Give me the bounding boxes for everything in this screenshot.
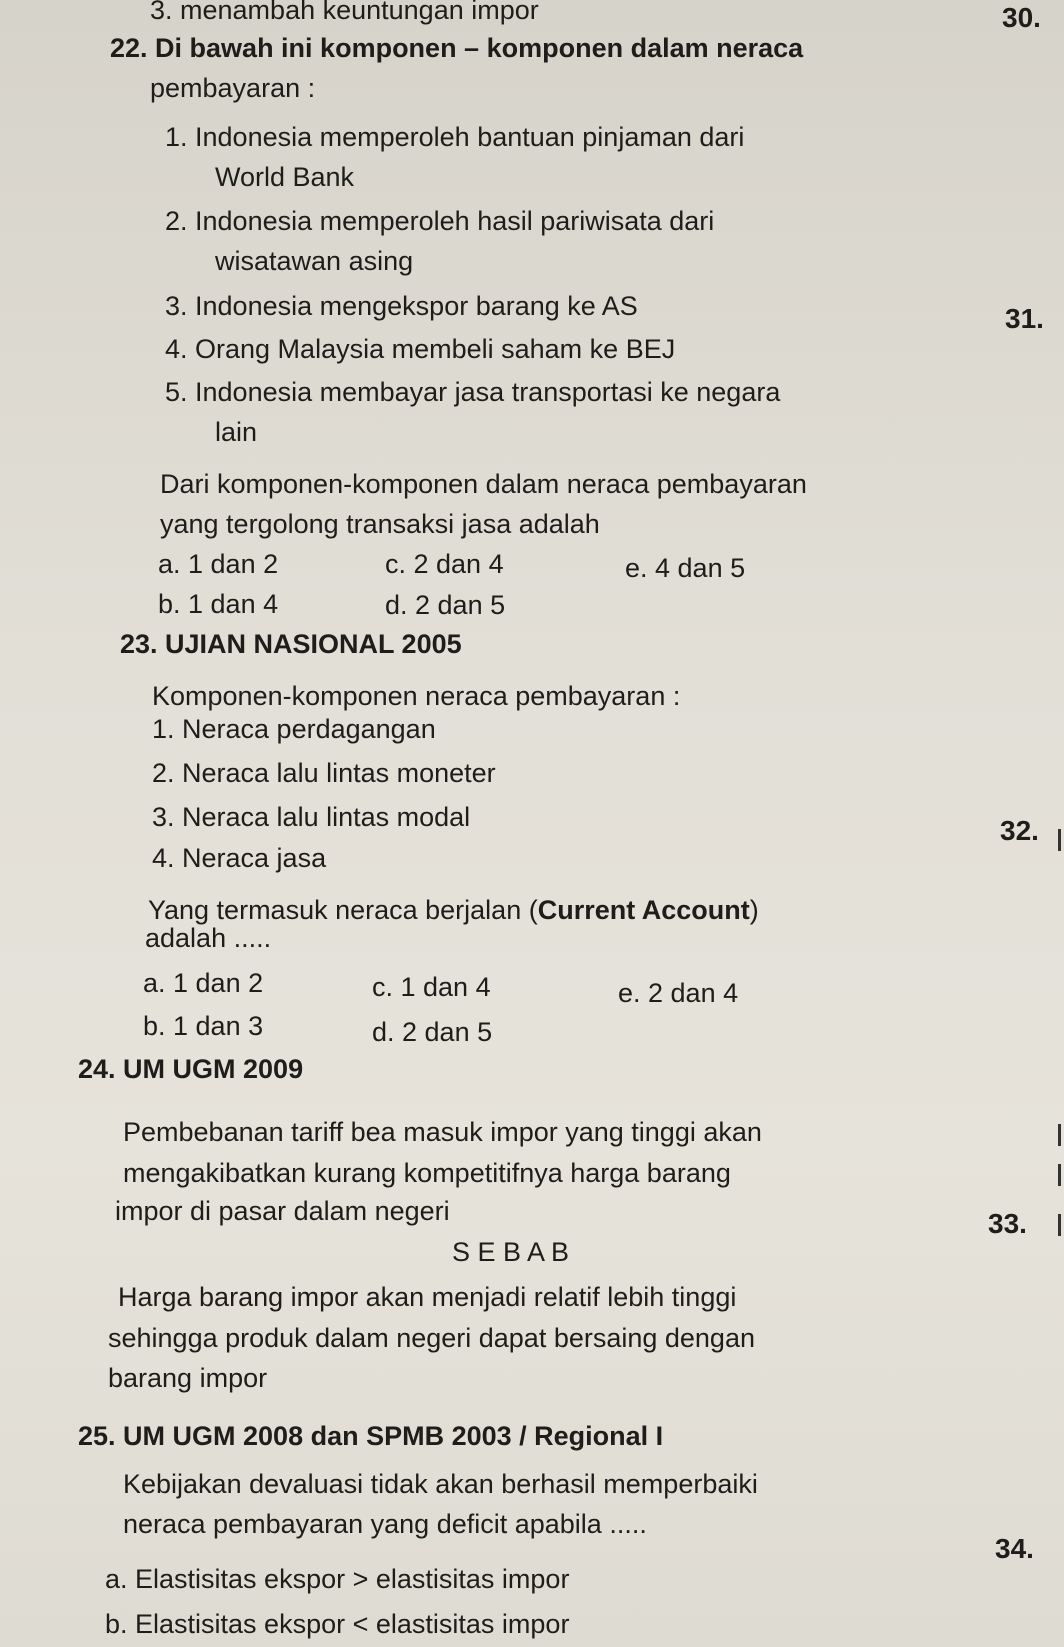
q24-line-6: barang impor — [108, 1363, 268, 1393]
q24-sebab: S E B A B — [452, 1237, 570, 1267]
q22-option-e: e. 4 dan 5 — [625, 553, 746, 583]
q24-line-5: sehingga produk dalam negeri dapat bersaing dengan — [108, 1323, 755, 1353]
q23-option-c: c. 1 dan 4 — [372, 972, 491, 1002]
q22-header-cont: pembayaran : — [150, 73, 316, 103]
q25-line-1: Kebijakan devaluasi tidak akan berhasil memperbaiki — [123, 1469, 758, 1499]
q24-line-1: Pembebanan tariff bea masuk impor yang tinggi akan — [123, 1117, 762, 1147]
margin-number-32: 32. — [1000, 815, 1039, 846]
q23-option-b: b. 1 dan 3 — [143, 1011, 264, 1041]
q23-item-1: 1. Neraca perdagangan — [152, 714, 436, 744]
q23-question-bold: Current Account — [537, 895, 750, 925]
q22-item-1-cont: World Bank — [215, 162, 355, 192]
q22-question: Dari komponen-komponen dalam neraca pembayaran — [160, 469, 807, 499]
q24-line-2: mengakibatkan kurang kompetitifnya harga barang — [123, 1158, 731, 1188]
q23-option-d: d. 2 dan 5 — [372, 1017, 493, 1047]
edge-mark — [1058, 1214, 1061, 1236]
q22-item-1: 1. Indonesia memperoleh bantuan pinjaman dari — [165, 122, 745, 152]
q25-line-2: neraca pembayaran yang deficit apabila ..... — [123, 1509, 647, 1539]
q23-item-4: 4. Neraca jasa — [152, 843, 327, 873]
margin-number-30: 30. — [1002, 2, 1041, 33]
q23-question-cont: adalah ..... — [145, 923, 272, 953]
prev-option-line: 3. menambah keuntungan impor — [150, 0, 539, 25]
q22-item-2: 2. Indonesia memperoleh hasil pariwisata dari — [165, 206, 715, 236]
q22-header-text: 22. Di bawah ini komponen – komponen dalam neraca — [110, 33, 804, 63]
edge-mark — [1058, 1124, 1061, 1146]
edge-mark — [1058, 1164, 1061, 1186]
edge-mark — [1058, 829, 1061, 851]
q25-option-b: b. Elastisitas ekspor < elastisitas impor — [105, 1609, 570, 1639]
q23-question-pre: Yang termasuk neraca berjalan ( — [148, 895, 538, 925]
q22-option-a: a. 1 dan 2 — [158, 549, 279, 579]
q22-item-4: 4. Orang Malaysia membeli saham ke BEJ — [165, 334, 676, 364]
q24-line-3: impor di pasar dalam negeri — [115, 1196, 450, 1226]
margin-number-31: 31. — [1005, 303, 1044, 334]
margin-number-33: 33. — [988, 1208, 1027, 1239]
q22-item-5-cont: lain — [215, 417, 258, 447]
q22-item-3: 3. Indonesia mengekspor barang ke AS — [165, 291, 638, 321]
q23-intro: Komponen-komponen neraca pembayaran : — [152, 681, 681, 711]
q22-option-b: b. 1 dan 4 — [158, 589, 279, 619]
q25-header: 25. UM UGM 2008 dan SPMB 2003 / Regional I — [78, 1421, 664, 1451]
q24-line-4: Harga barang impor akan menjadi relatif lebih tinggi — [118, 1282, 737, 1312]
q23-header: 23. UJIAN NASIONAL 2005 — [120, 629, 462, 659]
q22-header — [110, 32, 940, 64]
q22-item-2-cont: wisatawan asing — [215, 246, 414, 276]
q23-item-2: 2. Neraca lalu lintas moneter — [152, 758, 496, 788]
q23-item-3: 3. Neraca lalu lintas modal — [152, 802, 471, 832]
q23-question-post: ) — [749, 895, 759, 925]
q23-option-a: a. 1 dan 2 — [143, 968, 264, 998]
q22-question-cont: yang tergolong transaksi jasa adalah — [160, 509, 600, 539]
q22-option-d: d. 2 dan 5 — [385, 590, 506, 620]
q24-header: 24. UM UGM 2009 — [78, 1054, 304, 1084]
q22-item-5: 5. Indonesia membayar jasa transportasi ke negara — [165, 377, 781, 407]
q22-option-c: c. 2 dan 4 — [385, 549, 504, 579]
q23-option-e: e. 2 dan 4 — [618, 978, 739, 1008]
margin-number-34: 34. — [995, 1533, 1034, 1564]
q25-option-a: a. Elastisitas ekspor > elastisitas impor — [105, 1564, 570, 1594]
